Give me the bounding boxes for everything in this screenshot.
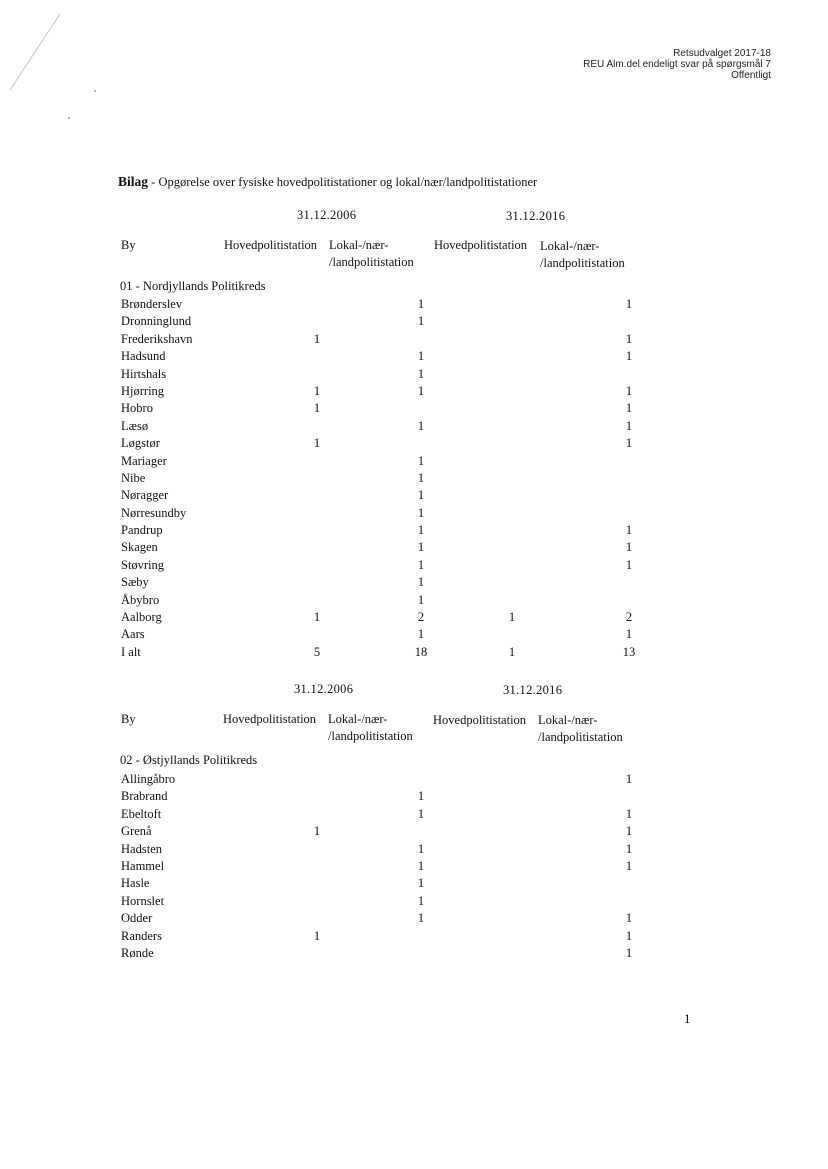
city-cell: I alt [121, 644, 141, 659]
lokalpolitistation-2006-cell: 1 [417, 366, 425, 381]
lokalpolitistation-2006-cell: 1 [417, 575, 425, 590]
table-row [0, 297, 828, 314]
table-row [0, 454, 828, 471]
column-header-lokal-line1: Lokal-/nær- [328, 712, 388, 726]
table-row [0, 894, 828, 911]
table-row [0, 911, 828, 928]
column-header-hoved-2016: Hovedpolitistation [434, 238, 528, 252]
title-prefix: Bilag [118, 174, 149, 189]
table-row [0, 772, 828, 789]
lokalpolitistation-2016-cell: 1 [625, 523, 633, 538]
lokalpolitistation-2006-cell: 18 [414, 644, 428, 659]
column-header-lokal-2006 [328, 711, 413, 745]
table-row [0, 401, 828, 418]
lokalpolitistation-2006-cell: 1 [417, 505, 425, 520]
lokalpolitistation-2016-cell: 1 [625, 383, 633, 398]
lokalpolitistation-2006-cell: 1 [417, 893, 425, 908]
city-cell: Odder [121, 911, 153, 926]
column-header-by: By [121, 712, 136, 726]
hovedpolitistation-2016-cell: 1 [508, 644, 516, 659]
table-body [0, 772, 828, 963]
table-row [0, 627, 828, 644]
lokalpolitistation-2016-cell: 1 [625, 297, 633, 311]
lokalpolitistation-2016-cell: 1 [625, 418, 633, 433]
hovedpolitistation-2006-cell: 1 [313, 824, 321, 839]
lokalpolitistation-2006-cell: 1 [417, 858, 425, 873]
city-cell: Hornslet [121, 893, 165, 908]
page-number: 1 [684, 1011, 691, 1026]
lokalpolitistation-2006-cell: 1 [417, 418, 425, 433]
table-row [0, 436, 828, 453]
table-row [0, 384, 828, 401]
hovedpolitistation-2016-cell: 1 [508, 610, 516, 625]
column-header-lokal-line2: /landpolitistation [538, 730, 623, 744]
date-2016: 31.12.2016 [503, 683, 563, 697]
lokalpolitistation-2006-cell: 1 [417, 911, 425, 926]
lokalpolitistation-2006-cell: 1 [417, 592, 425, 607]
city-cell: Hadsund [121, 349, 166, 364]
lokalpolitistation-2016-cell: 1 [625, 928, 633, 943]
lokalpolitistation-2006-cell: 1 [417, 789, 425, 804]
lokalpolitistation-2006-cell: 1 [417, 557, 425, 572]
city-cell: Nibe [121, 470, 146, 485]
column-header-lokal-2016 [540, 238, 625, 272]
lokalpolitistation-2016-cell: 2 [625, 610, 633, 625]
city-cell: Hasle [121, 876, 150, 891]
table-row [0, 349, 828, 366]
city-cell: Læsø [121, 418, 149, 433]
hovedpolitistation-2006-cell: 1 [313, 401, 321, 416]
lokalpolitistation-2006-cell: 1 [417, 806, 425, 821]
city-cell: Dronninglund [121, 314, 192, 329]
stamp-line-reference: REU Alm.del endeligt svar på spørgsmål 7 [583, 59, 771, 70]
city-cell: Sæby [121, 575, 149, 590]
district-heading: 02 - Østjyllands Politikreds [120, 753, 258, 767]
lokalpolitistation-2006-cell: 1 [417, 523, 425, 538]
stamp-line-status: Offentligt [731, 70, 771, 81]
column-header-lokal-line1: Lokal-/nær- [540, 239, 600, 253]
lokalpolitistation-2016-cell: 1 [625, 858, 633, 873]
city-cell: Hadsten [121, 841, 162, 856]
table-row [0, 859, 828, 876]
table-row [0, 506, 828, 523]
district-heading: 01 - Nordjyllands Politikreds [120, 279, 266, 293]
city-cell: Mariager [121, 453, 167, 468]
city-cell: Støvring [121, 557, 165, 572]
column-header-hoved-2006: Hovedpolitistation [223, 712, 317, 726]
lokalpolitistation-2016-cell: 1 [625, 331, 633, 346]
lokalpolitistation-2016-cell: 1 [625, 401, 633, 416]
table-row [0, 314, 828, 331]
date-2006: 31.12.2006 [294, 682, 354, 696]
scan-speck [68, 117, 70, 119]
date-2006: 31.12.2006 [297, 208, 357, 222]
column-header-lokal-2016 [538, 712, 623, 746]
city-cell: Løgstør [121, 436, 160, 451]
city-cell: Nøragger [121, 488, 169, 503]
city-cell: Aalborg [121, 610, 162, 625]
city-cell: Skagen [121, 540, 158, 555]
document-title [118, 174, 537, 190]
lokalpolitistation-2006-cell: 1 [417, 540, 425, 555]
lokalpolitistation-2016-cell: 1 [625, 945, 633, 960]
lokalpolitistation-2006-cell: 1 [417, 488, 425, 503]
column-header-hoved-2016: Hovedpolitistation [433, 713, 527, 727]
city-cell: Brabrand [121, 789, 168, 804]
scan-speck [94, 90, 96, 92]
table-row [0, 367, 828, 384]
city-cell: Grenå [121, 824, 152, 839]
city-cell: Ebeltoft [121, 806, 162, 821]
table-row [0, 471, 828, 488]
city-cell: Allingåbro [121, 772, 176, 786]
table-row [0, 645, 828, 662]
hovedpolitistation-2006-cell: 5 [313, 644, 321, 659]
lokalpolitistation-2006-cell: 1 [417, 297, 425, 311]
title-separator: - [148, 175, 159, 189]
table-row [0, 523, 828, 540]
lokalpolitistation-2006-cell: 1 [417, 453, 425, 468]
city-cell: Åbybro [121, 592, 160, 607]
column-header-lokal-line1: Lokal-/nær- [329, 238, 389, 252]
hovedpolitistation-2006-cell: 1 [313, 383, 321, 398]
lokalpolitistation-2006-cell: 1 [417, 876, 425, 891]
lokalpolitistation-2016-cell: 13 [622, 644, 636, 659]
city-cell: Rønde [121, 945, 154, 960]
city-cell: Frederikshavn [121, 331, 193, 346]
lokalpolitistation-2016-cell: 1 [625, 772, 633, 786]
table-row [0, 946, 828, 963]
city-cell: Hobro [121, 401, 153, 416]
lokalpolitistation-2016-cell: 1 [625, 841, 633, 856]
hovedpolitistation-2006-cell: 1 [313, 610, 321, 625]
lokalpolitistation-2016-cell: 1 [625, 349, 633, 364]
document-stamp [583, 48, 771, 81]
table-row [0, 488, 828, 505]
city-cell: Brønderslev [121, 297, 183, 311]
city-cell: Hirtshals [121, 366, 167, 381]
column-header-lokal-2006 [329, 237, 414, 271]
city-cell: Randers [121, 928, 162, 943]
lokalpolitistation-2006-cell: 1 [417, 349, 425, 364]
city-cell: Hammel [121, 858, 165, 873]
table-row [0, 929, 828, 946]
table-row [0, 610, 828, 627]
lokalpolitistation-2006-cell: 1 [417, 841, 425, 856]
lokalpolitistation-2016-cell: 1 [625, 627, 633, 642]
table-row [0, 558, 828, 575]
lokalpolitistation-2006-cell: 1 [417, 627, 425, 642]
stamp-line-committee: Retsudvalget 2017-18 [673, 48, 771, 59]
lokalpolitistation-2006-cell: 1 [417, 470, 425, 485]
lokalpolitistation-2006-cell: 2 [417, 610, 425, 625]
lokalpolitistation-2016-cell: 1 [625, 436, 633, 451]
lokalpolitistation-2016-cell: 1 [625, 806, 633, 821]
table-row [0, 876, 828, 893]
table-row [0, 419, 828, 436]
scan-stroke-mark [0, 0, 90, 130]
lokalpolitistation-2016-cell: 1 [625, 540, 633, 555]
hovedpolitistation-2006-cell: 1 [313, 436, 321, 451]
column-header-lokal-line2: /landpolitistation [329, 255, 414, 269]
column-header-lokal-line1: Lokal-/nær- [538, 713, 598, 727]
column-header-by: By [121, 238, 136, 252]
table-row [0, 789, 828, 806]
table-row [0, 332, 828, 349]
column-header-hoved-2006: Hovedpolitistation [224, 238, 318, 252]
city-cell: Aars [121, 627, 145, 642]
table-row [0, 807, 828, 824]
table-body [0, 297, 828, 662]
lokalpolitistation-2016-cell: 1 [625, 824, 633, 839]
lokalpolitistation-2016-cell: 1 [625, 911, 633, 926]
table-row [0, 842, 828, 859]
city-cell: Hjørring [121, 383, 165, 398]
title-text: Opgørelse over fysiske hovedpolitistationer og lokal/nær/landpolitistationer [158, 175, 538, 189]
column-header-lokal-line2: /landpolitistation [328, 729, 413, 743]
city-cell: Nørresundby [121, 505, 187, 520]
hovedpolitistation-2006-cell: 1 [313, 928, 321, 943]
city-cell: Pandrup [121, 523, 163, 538]
lokalpolitistation-2016-cell: 1 [625, 557, 633, 572]
table-row [0, 540, 828, 557]
lokalpolitistation-2006-cell: 1 [417, 314, 425, 329]
table-row [0, 575, 828, 592]
column-header-lokal-line2: /landpolitistation [540, 256, 625, 270]
date-2016: 31.12.2016 [506, 209, 566, 223]
lokalpolitistation-2006-cell: 1 [417, 383, 425, 398]
table-row [0, 824, 828, 841]
hovedpolitistation-2006-cell: 1 [313, 331, 321, 346]
table-row [0, 593, 828, 610]
